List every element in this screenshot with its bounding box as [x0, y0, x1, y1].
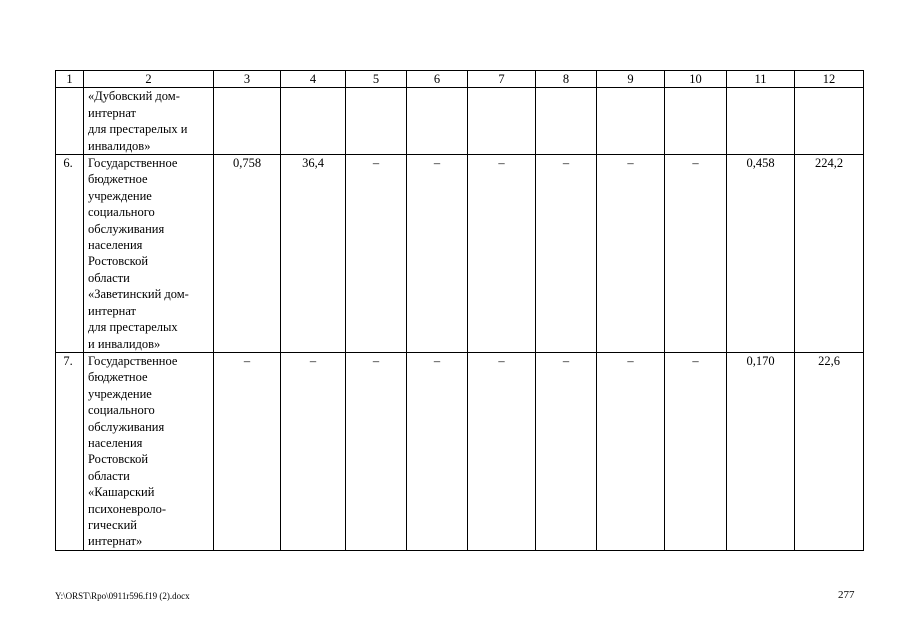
name-line: гический — [88, 517, 137, 532]
name-line: области — [88, 468, 130, 483]
value-cell: – — [468, 352, 536, 550]
header-cell: 9 — [597, 71, 665, 88]
value-cell — [214, 88, 281, 155]
name-line: для престарелых и — [88, 122, 188, 137]
value-cell: 224,2 — [795, 155, 864, 353]
name-line: для престарелых — [88, 320, 178, 335]
header-cell: 11 — [727, 71, 795, 88]
value-cell: – — [214, 352, 281, 550]
value-cell: 0,170 — [727, 352, 795, 550]
row-number: 7. — [56, 352, 84, 550]
header-cell: 12 — [795, 71, 864, 88]
name-line: интернат — [88, 105, 137, 120]
name-line: бюджетное — [88, 370, 148, 385]
value-cell: – — [536, 155, 597, 353]
value-cell: – — [468, 155, 536, 353]
value-cell — [346, 88, 407, 155]
name-line: обслуживания — [88, 221, 165, 236]
header-cell: 5 — [346, 71, 407, 88]
value-cell: – — [597, 155, 665, 353]
institution-name — [84, 155, 214, 353]
header-row — [56, 71, 864, 88]
name-line: учреждение — [88, 188, 152, 203]
institution-name — [84, 88, 214, 155]
name-line: «Дубовский дом- — [88, 89, 180, 104]
value-cell: – — [346, 155, 407, 353]
value-cell — [795, 88, 864, 155]
value-cell: – — [597, 352, 665, 550]
value-cell: 22,6 — [795, 352, 864, 550]
name-line: интернат» — [88, 534, 143, 549]
value-cell: – — [407, 352, 468, 550]
value-cell — [468, 88, 536, 155]
name-line: «Кашарский — [88, 485, 155, 500]
name-line: населения — [88, 238, 143, 253]
file-path: Y:\ORST\Rpo\0911r596.f19 (2).docx — [55, 591, 190, 601]
table-row — [56, 155, 864, 353]
value-cell — [536, 88, 597, 155]
name-line: Ростовской — [88, 254, 149, 269]
value-cell: – — [346, 352, 407, 550]
name-line: населения — [88, 435, 143, 450]
name-line: бюджетное — [88, 172, 148, 187]
value-cell — [407, 88, 468, 155]
name-line: обслуживания — [88, 419, 165, 434]
name-line: Государственное — [88, 156, 178, 171]
value-cell: 0,458 — [727, 155, 795, 353]
name-line: Ростовской — [88, 452, 149, 467]
row-number — [56, 88, 84, 155]
value-cell — [281, 88, 346, 155]
name-line: социального — [88, 403, 155, 418]
value-cell: 36,4 — [281, 155, 346, 353]
table-row — [56, 352, 864, 550]
header-cell: 4 — [281, 71, 346, 88]
name-line: и инвалидов» — [88, 336, 161, 351]
page-number: 277 — [838, 589, 855, 601]
value-cell: – — [281, 352, 346, 550]
value-cell: – — [665, 155, 727, 353]
institution-name — [84, 352, 214, 550]
row-number: 6. — [56, 155, 84, 353]
header-cell: 8 — [536, 71, 597, 88]
name-line: социального — [88, 205, 155, 220]
name-line: инвалидов» — [88, 138, 151, 153]
value-cell: – — [536, 352, 597, 550]
header-cell: 7 — [468, 71, 536, 88]
header-cell: 3 — [214, 71, 281, 88]
header-cell: 10 — [665, 71, 727, 88]
name-line: учреждение — [88, 386, 152, 401]
value-cell: 0,758 — [214, 155, 281, 353]
value-cell — [727, 88, 795, 155]
header-cell: 6 — [407, 71, 468, 88]
value-cell — [597, 88, 665, 155]
name-line: интернат — [88, 303, 137, 318]
data-table — [55, 70, 864, 551]
name-line: «Заветинский дом- — [88, 287, 189, 302]
value-cell — [665, 88, 727, 155]
table-row — [56, 88, 864, 155]
name-line: области — [88, 270, 130, 285]
header-cell: 1 — [56, 71, 84, 88]
value-cell: – — [665, 352, 727, 550]
name-line: Государственное — [88, 353, 178, 368]
value-cell: – — [407, 155, 468, 353]
name-line: психоневроло- — [88, 501, 167, 516]
header-cell: 2 — [84, 71, 214, 88]
